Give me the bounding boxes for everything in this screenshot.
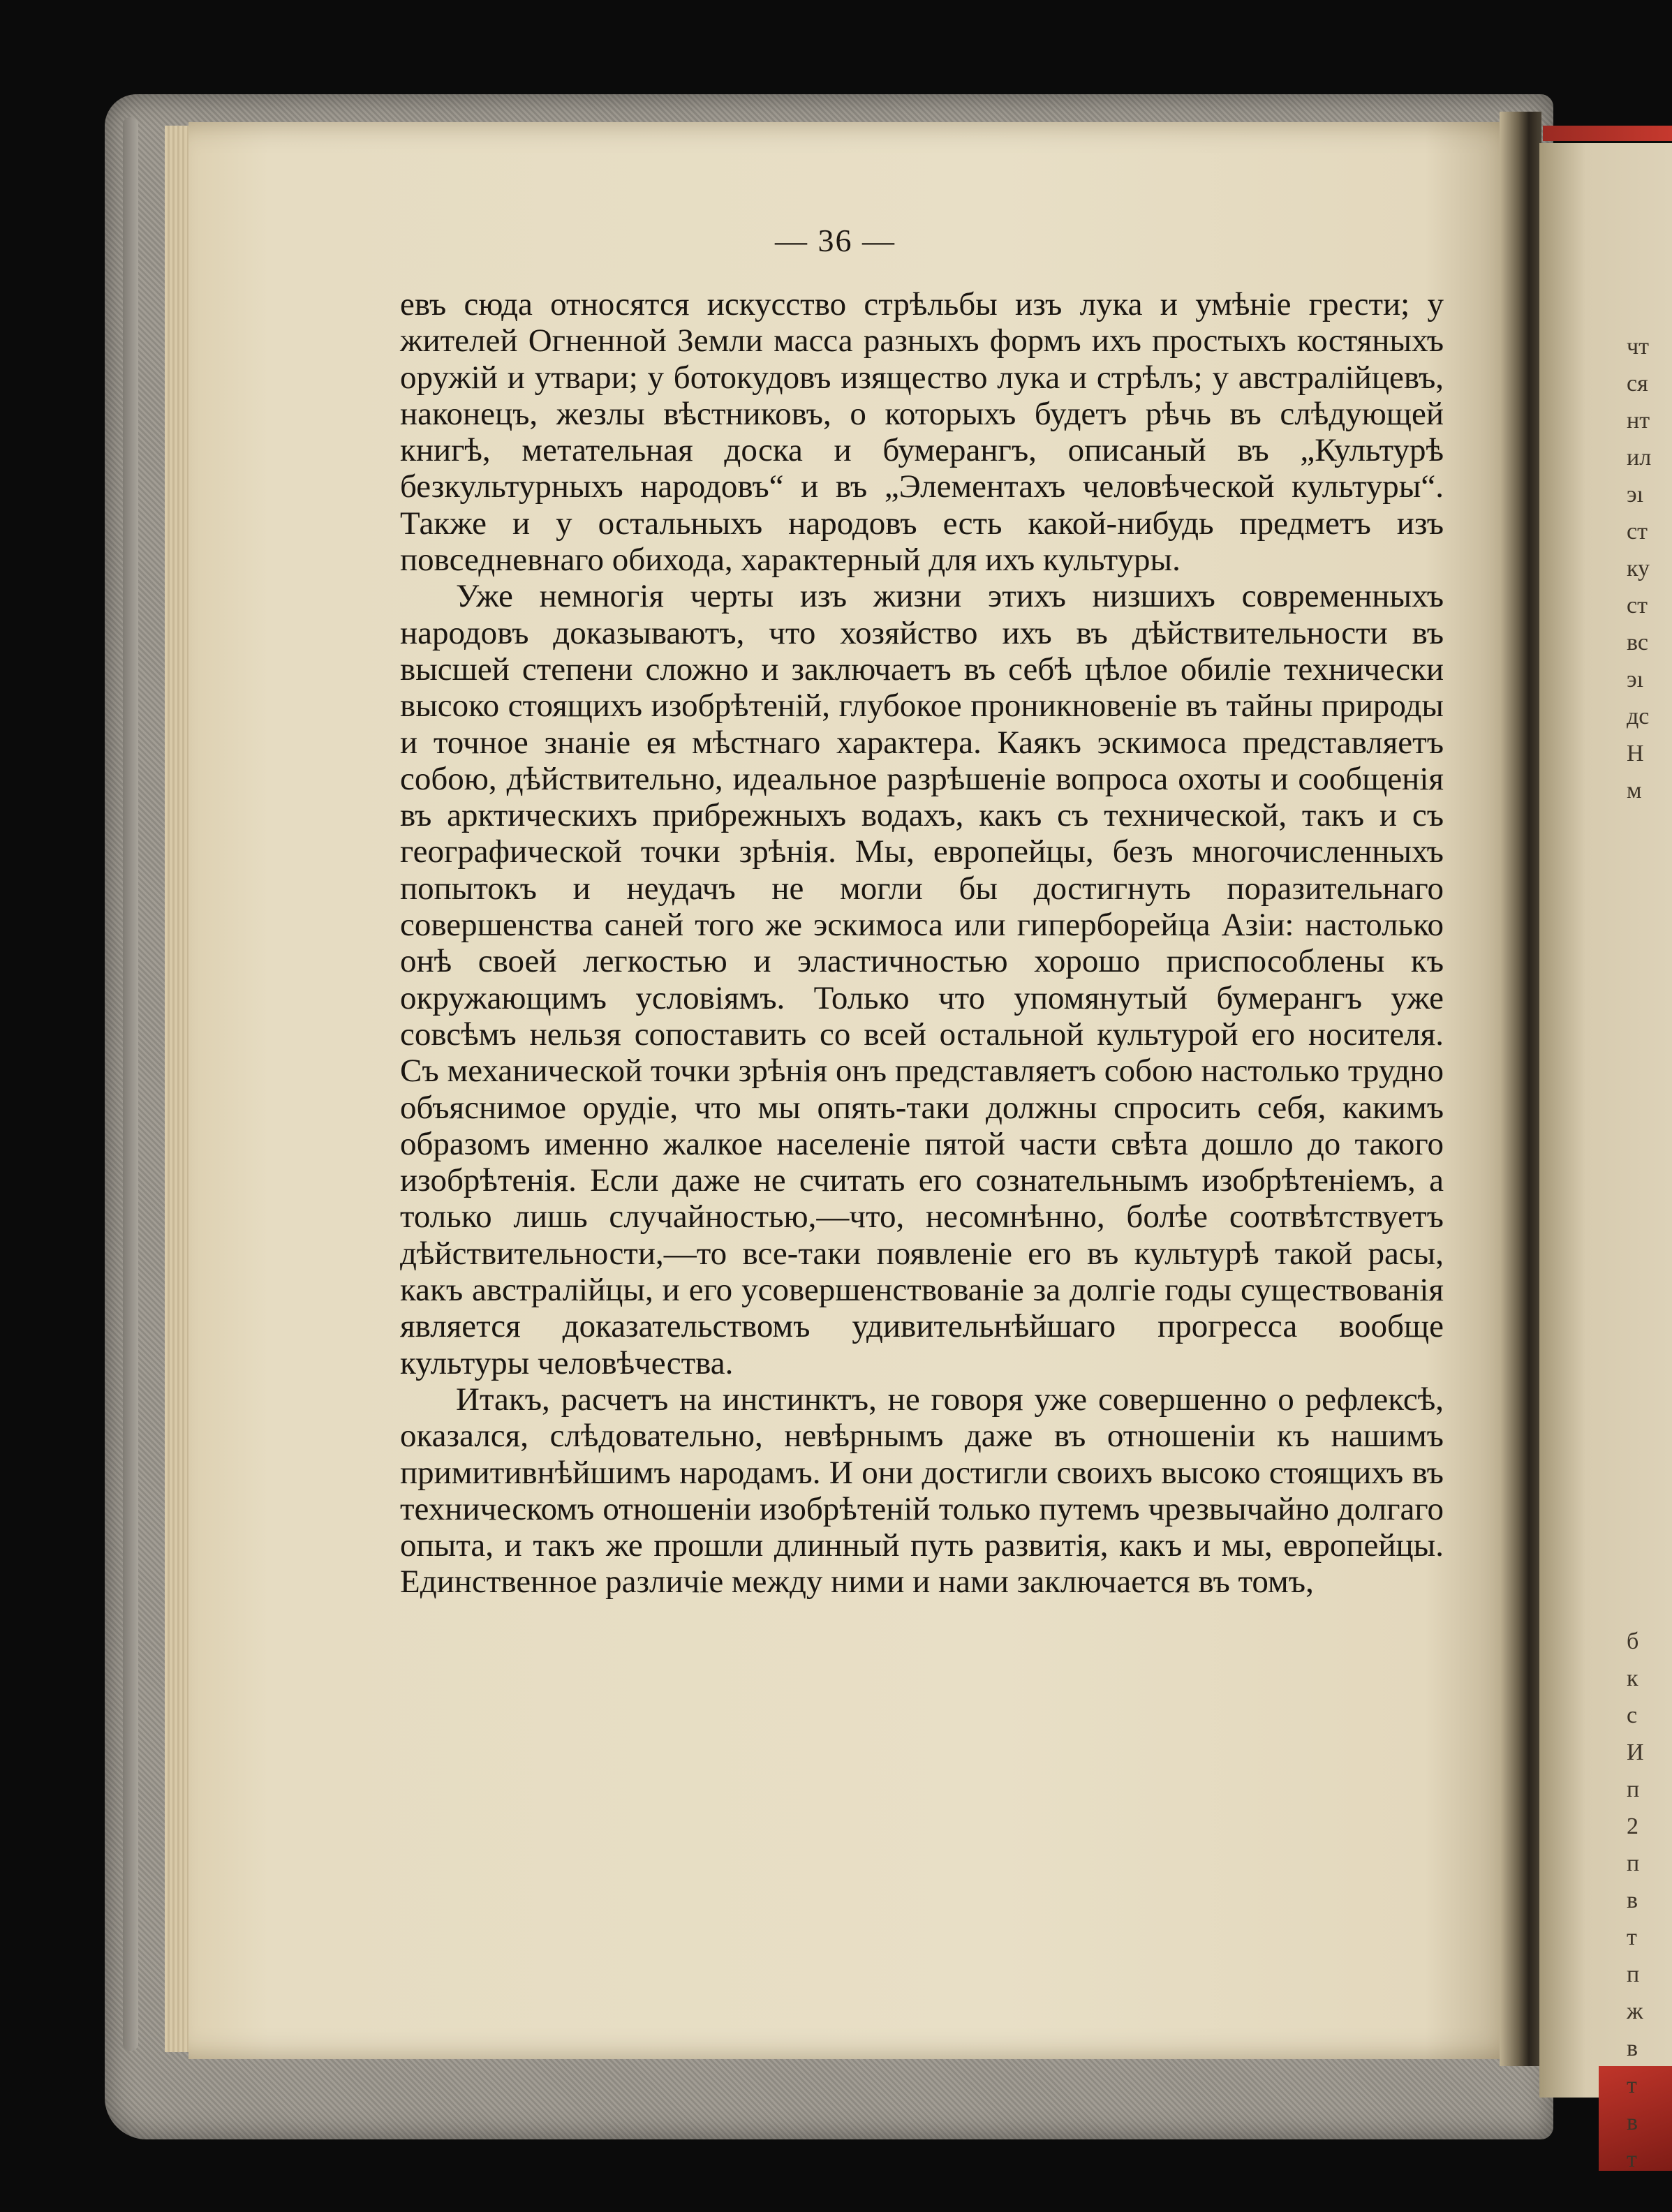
- page-body-text: [400, 286, 1444, 1601]
- book-spine-gutter: [1500, 112, 1541, 2066]
- paragraph-1: евъ сюда относятся искусство стрѣльбы изъ лука и умѣніе грести; у жителей Огненной Земли масса разныхъ формъ ихъ простыхъ костяныхъ оружій и утвари; у ботокудовъ изящество лука и стрѣлъ; у австралійцевъ, наконецъ, жезлы вѣстниковъ, о которыхъ будетъ рѣчь въ слѣдующей книгѣ, метательная доска и бумерангъ, описаный въ „Культурѣ безкультурныхъ народовъ“ и въ „Элементахъ человѣческой культуры“. Также и у остальныхъ народовъ есть какой-нибудь предметъ изъ повседневнаго обихода, характерный для ихъ культуры.: [400, 286, 1444, 579]
- facing-page-text-fragments: чт ся нт ил эı ст ку ст вс эı дс Н м б к с И п 2 п в т п ж в т в т: [1627, 334, 1652, 2172]
- cover-edge: [123, 117, 138, 2051]
- paragraph-3: Итакъ, расчетъ на инстинктъ, не говоря уже совершенно о рефлексѣ, оказался, слѣдовательно, невѣрнымъ даже въ отношеніи къ нашимъ примитивнѣйшимъ народамъ. И они достигли своихъ высоко стоящихъ въ техническомъ отношеніи изобрѣтеній только путемъ чрезвычайно долгаго опыта, и такъ же прошли длинный путь развитія, какъ и мы, европейцы. Единственное различіе между ними и нами заключается въ томъ,: [400, 1381, 1444, 1601]
- red-edge-top: [1543, 126, 1672, 141]
- page-number: — 36 —: [775, 223, 896, 258]
- paragraph-2: Уже немногія черты изъ жизни этихъ низшихъ современныхъ народовъ доказываютъ, что хозяйство ихъ въ дѣйствительности въ высшей степени сложно и заключаетъ въ себѣ цѣлое обиліе технически высоко стоящихъ изобрѣтеній, глубокое проникновеніе въ тайны природы и точное знаніе ея мѣстнаго характера. Каякъ эскимоса представляетъ собою, дѣйствительно, идеальное разрѣшеніе вопроса охоты и сообщенія въ арктическихъ прибрежныхъ водахъ, какъ съ технической, такъ и съ географической точки зрѣнія. Мы, европейцы, безъ многочисленныхъ попытокъ и неудачъ не могли бы достигнуть поразительнаго совершенства саней того же эскимоса или гиперборейца Азіи: настолько онѣ своей легкостью и эластичностью хорошо приспособлены къ окружающимъ условіямъ. Только что упомянутый бумерангъ уже совсѣмъ нельзя сопоставить со всей остальной культурой его носителя. Съ механической точки зрѣнія онъ представляетъ собою настолько трудно объяснимое орудіе, что мы опять-таки должны спросить себя, какимъ образомъ именно жалкое населеніе пятой части свѣта дошло до такого изобрѣтенія. Если даже не считать его сознательнымъ изобрѣтеніемъ, а только лишь случайностью,—что, несомнѣнно, болѣе соотвѣтствуетъ дѣйствительности,—то все-таки появленіе его въ культурѣ такой расы, какъ австралійцы, и его усовершенствованіе за долгіе годы существованія является доказательствомъ удивительнѣйшаго прогресса вообще культуры человѣчества.: [400, 578, 1444, 1381]
